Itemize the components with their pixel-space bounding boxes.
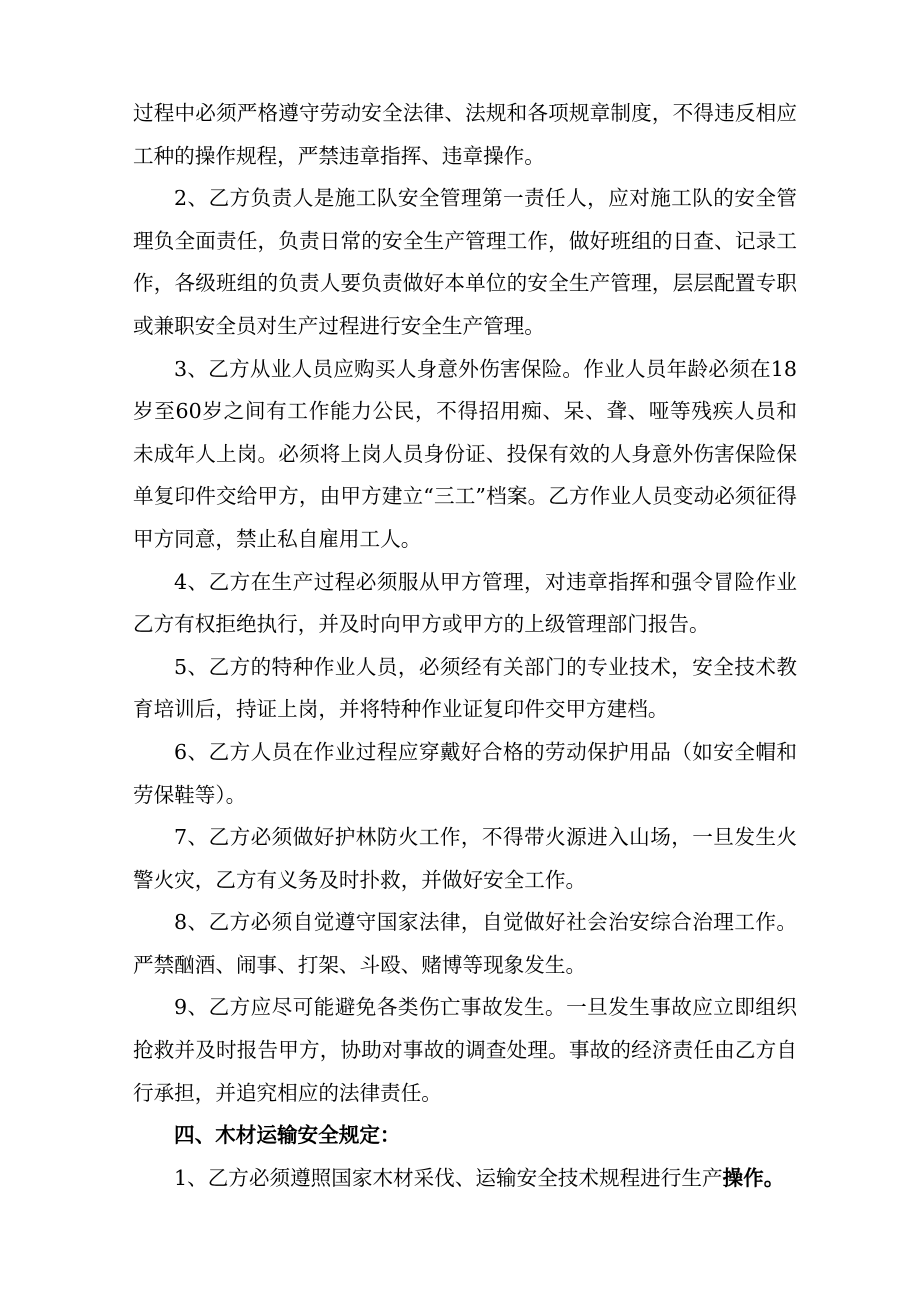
section-heading: 四、木材运输安全规定： xyxy=(174,1123,401,1148)
document-body xyxy=(133,92,797,1199)
paragraph-item-9: 9、乙方应尽可能避免各类伤亡事故发生。一旦发生事故应立即组织抢救并及时报告甲方，协助对事故的调查处理。事故的经济责任由乙方自行承担，并追究相应的法律责任。 xyxy=(133,995,797,1105)
paragraph-item-5: 5、乙方的特种作业人员，必须经有关部门的专业技术，安全技术教育培训后，持证上岗，并将特种作业证复印件交甲方建档。 xyxy=(133,654,797,722)
paragraph-item-3: 3、乙方从业人员应购买人身意外伤害保险。作业人员年龄必须在18岁至60岁之间有工作能力公民，不得招用痴、呆、聋、哑等残疾人员和未成年人上岗。必须将上岗人员身份证、投保有效的人身意外伤害保险保单复印件交给甲方，由甲方建立“三工”档案。乙方作业人员变动必须征得甲方同意，禁止私自雇用工人。 xyxy=(133,356,797,551)
paragraph-item-8: 8、乙方必须自觉遵守国家法律，自觉做好社会治安综合治理工作。严禁酗酒、闹事、打架、斗殴、赌博等现象发生。 xyxy=(133,910,797,977)
paragraph-transport-item-1-text: 1、乙方必须遵照国家木材采伐、运输安全技术规程进行生产 xyxy=(174,1165,723,1190)
paragraph-transport-item-1 xyxy=(133,1157,797,1200)
paragraph-item-4: 4、乙方在生产过程必须服从甲方管理，对违章指挥和强令冒险作业乙方有权拒绝执行，并及时向甲方或甲方的上级管理部门报告。 xyxy=(133,569,797,637)
paragraph-item-2: 2、乙方负责人是施工队安全管理第一责任人，应对施工队的安全管理负全面责任，负责日常的安全生产管理工作，做好班组的日查、记录工作，各级班组的负责人要负责做好本单位的安全生产管理，层层配置专职或兼职安全员对生产过程进行安全生产管理。 xyxy=(133,186,797,338)
paragraph-continuation: 过程中必须严格遵守劳动安全法律、法规和各项规章制度，不得违反相应工种的操作规程，严禁违章指挥、违章操作。 xyxy=(133,101,797,168)
paragraph-item-7: 7、乙方必须做好护林防火工作，不得带火源进入山场，一旦发生火警火灾，乙方有义务及时扑救，并做好安全工作。 xyxy=(133,825,797,892)
paragraph-transport-item-1-bold-tail: 操作。 xyxy=(722,1165,785,1190)
paragraph-item-6: 6、乙方人员在作业过程应穿戴好合格的劳动保护用品（如安全帽和劳保鞋等）。 xyxy=(133,739,797,807)
